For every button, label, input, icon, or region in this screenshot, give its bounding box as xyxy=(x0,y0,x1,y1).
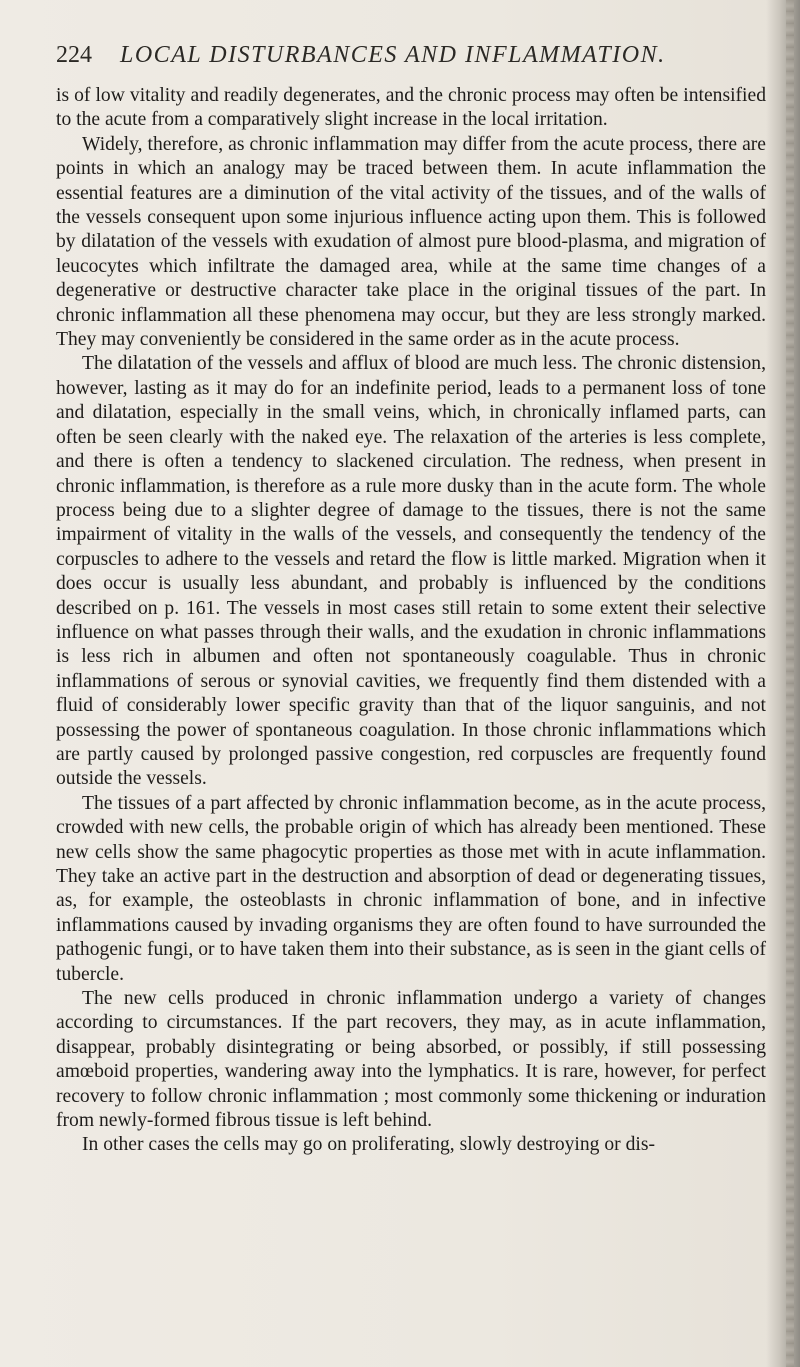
paragraph-continuation: is of low vitality and readily degenerates, and the chronic process may often be intensified to the acute from a comparatively slight increase in the local irritation. xyxy=(56,85,766,131)
paragraph: The new cells produced in chronic inflammation undergo a variety of changes according to circumstances. If the part recovers, they may, as in acute inflammation, disappear, probably disintegrating or being absorbed, or possibly, if still possessing amœboid properties, wandering away into the lymphatics. It is rare, however, for perfect recovery to follow chronic inflammation ; most commonly some thickening or induration from newly-formed fibrous tissue is left behind. xyxy=(56,988,766,1132)
page-header xyxy=(0,40,800,70)
paragraph: The tissues of a part affected by chronic inflammation become, as in the acute process, crowded with new cells, the probable origin of which has already been mentioned. These new cells show the same phagocytic properties as those met with in acute inflammation. They take an active part in the destruction and absorption of dead or degenerating tissues, as, for example, the osteoblasts in chronic inflammation of bone, and in infective inflammations caused by invading organisms they are often found to have surrounded the pathogenic fungi, or to have taken them into their substance, as is seen in the giant cells of tubercle. xyxy=(56,792,766,985)
page-edge-shadow xyxy=(766,0,800,1367)
running-head: LOCAL DISTURBANCES AND INFLAMMATION. xyxy=(120,42,666,68)
body-text xyxy=(56,84,766,1158)
paragraph: The dilatation of the vessels and afflux of blood are much less. The chronic distension, however, lasting as it may do for an indefinite period, leads to a permanent loss of tone and dilatation, especially in the small veins, which, in chronically inflamed parts, can often be seen clearly with the naked eye. The relaxation of the arteries is less complete, and there is often a tendency to slackened circulation. The redness, when present in chronic inflammation, is therefore as a rule more dusky than in the acute form. The whole process being due to a slighter degree of damage to the tissues, there is not the same impairment of vitality in the walls of the vessels, and consequently the tendency of the corpuscles to adhere to the vessels and retard the flow is little marked. Migration when it does occur is usually less abundant, and probably is influenced by the conditions described on p. 161. The vessels in most cases still retain to some extent their selective influence on what passes through their walls, and the exudation in chronic inflammations is less rich in albumen and often not spontaneously coagulable. Thus in chronic inflammations of serous or synovial cavities, we frequently find them distended with a fluid of considerably lower specific gravity than that of the liquor sanguinis, and not possessing the power of spontaneous coagulation. In those chronic inflammations which are partly caused by prolonged passive congestion, red corpuscles are frequently found outside the vessels. xyxy=(56,353,766,790)
paragraph: Widely, therefore, as chronic inflammation may differ from the acute process, there are points in which an analogy may be traced between them. In acute inflammation the essential features are a diminution of the vital activity of the tissues, and of the walls of the vessels consequent upon some injurious influence acting upon them. This is followed by dilatation of the vessels with exudation of almost pure blood-plasma, and migration of leucocytes which infiltrate the damaged area, while at the same time changes of a degenerative or destructive character take place in the original tissues of the part. In chronic inflammation all these phenomena may occur, but they are less strongly marked. They may conveniently be considered in the same order as in the acute process. xyxy=(56,133,766,351)
paragraph: In other cases the cells may go on proliferating, slowly destroying or dis- xyxy=(82,1134,655,1156)
page-number: 224 xyxy=(56,42,92,68)
